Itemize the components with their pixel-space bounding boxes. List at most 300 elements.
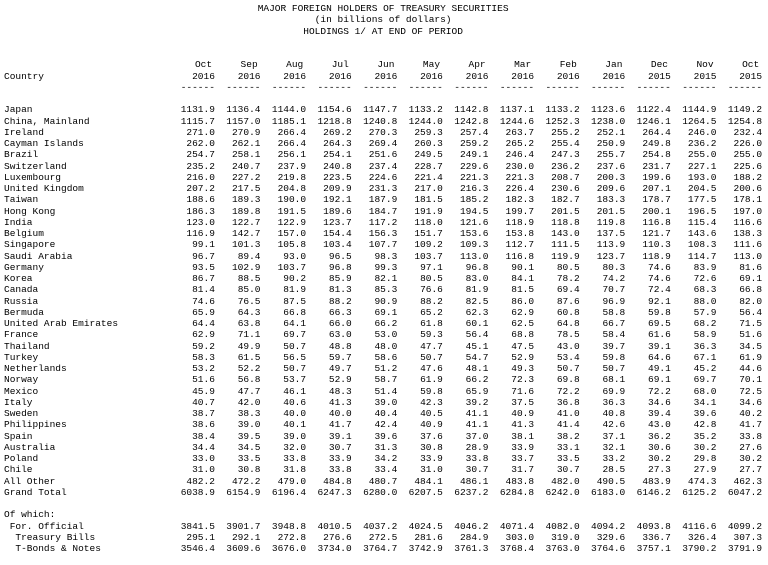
country-name: China, Mainland xyxy=(4,115,90,127)
value-cell: 6280.0 xyxy=(363,486,398,498)
value-cell: 33.8 xyxy=(283,453,307,464)
column-underline: ------ xyxy=(226,81,261,93)
value-cell: 83.0 xyxy=(465,273,489,284)
value-cell: 1246.1 xyxy=(636,115,671,127)
value-cell: 237.4 xyxy=(368,160,398,172)
value-cell: 255.0 xyxy=(733,149,763,161)
value-cell: 200.1 xyxy=(642,205,671,217)
value-cell: 30.7 xyxy=(465,464,489,476)
value-cell: 255.4 xyxy=(551,138,580,149)
value-cell: 183.3 xyxy=(596,194,626,206)
country-row xyxy=(4,374,762,385)
value-cell: 34.5 xyxy=(237,441,261,453)
value-cell: 1238.0 xyxy=(591,115,626,127)
value-cell: 36.3 xyxy=(602,396,626,408)
value-cell: 81.3 xyxy=(328,284,352,296)
value-cell: 181.5 xyxy=(414,194,443,206)
value-cell: 236.2 xyxy=(687,138,717,149)
value-cell: 154.4 xyxy=(323,228,352,239)
blank-line xyxy=(4,93,762,104)
value-cell: 39.1 xyxy=(648,340,671,352)
value-cell: 32.1 xyxy=(602,441,626,453)
value-cell: 40.9 xyxy=(420,419,443,431)
value-cell: 50.7 xyxy=(283,340,307,352)
value-cell: 184.7 xyxy=(368,205,398,217)
value-cell: 33.2 xyxy=(602,453,626,464)
value-cell: 69.5 xyxy=(648,318,671,329)
country-row xyxy=(4,149,762,160)
value-cell: 60.8 xyxy=(556,306,580,318)
value-cell: 28.9 xyxy=(465,441,489,453)
value-cell: 227.2 xyxy=(231,171,261,183)
value-cell: 39.7 xyxy=(602,340,626,352)
value-cell: 70.7 xyxy=(602,284,626,296)
value-cell: 58.4 xyxy=(602,329,626,341)
value-cell: 178.1 xyxy=(733,194,763,206)
value-cell: 237.6 xyxy=(596,160,626,172)
value-cell: 1133.2 xyxy=(545,104,580,116)
value-cell: 66.8 xyxy=(739,284,763,296)
value-cell: 50.7 xyxy=(283,363,307,374)
value-cell: 118.0 xyxy=(414,216,443,228)
value-cell: 33.1 xyxy=(556,441,580,453)
value-cell: 3764.7 xyxy=(363,543,398,554)
country-row xyxy=(4,127,762,138)
value-cell: 190.0 xyxy=(277,194,307,206)
country-row xyxy=(4,138,762,149)
column-year-label: 2016 xyxy=(556,70,580,82)
value-cell: 259.3 xyxy=(414,126,443,138)
value-cell: 66.2 xyxy=(465,374,489,386)
value-cell: 42.6 xyxy=(602,419,626,431)
value-cell: 30.2 xyxy=(693,441,717,453)
column-month-label: Mar xyxy=(514,59,532,71)
value-cell: 81.5 xyxy=(511,284,535,296)
value-cell: 61.5 xyxy=(237,351,261,363)
value-cell: 46.1 xyxy=(283,385,307,397)
country-row xyxy=(4,386,762,397)
value-cell: 30.2 xyxy=(648,453,671,464)
value-cell: 204.8 xyxy=(277,183,307,194)
country-row xyxy=(4,273,762,284)
report-period-note: HOLDINGS 1/ AT END OF PERIOD xyxy=(303,25,463,37)
value-cell: 113.9 xyxy=(596,239,626,251)
value-cell: 6196.4 xyxy=(271,486,307,498)
country-name: Norway xyxy=(4,374,39,386)
of-which-row-label: Treasury Bills xyxy=(15,531,96,543)
value-cell: 38.7 xyxy=(192,408,215,419)
value-cell: 97.1 xyxy=(420,261,443,273)
country-name: Australia xyxy=(4,441,56,453)
country-name: France xyxy=(4,329,39,341)
column-year-label: 2016 xyxy=(328,70,352,82)
value-cell: 4037.2 xyxy=(363,520,398,532)
value-cell: 3609.6 xyxy=(226,543,261,554)
value-cell: 99.3 xyxy=(374,261,398,273)
value-cell: 276.6 xyxy=(323,531,352,543)
country-name: Saudi Arabia xyxy=(4,250,73,262)
value-cell: 52.9 xyxy=(511,351,535,363)
value-cell: 1264.5 xyxy=(682,115,717,127)
value-cell: 252.1 xyxy=(596,126,626,138)
value-cell: 39.2 xyxy=(465,396,489,408)
value-cell: 240.8 xyxy=(323,160,352,172)
value-cell: 1122.4 xyxy=(636,104,671,116)
country-name: Taiwan xyxy=(4,194,39,206)
value-cell: 269.4 xyxy=(368,138,398,149)
value-cell: 70.1 xyxy=(739,374,763,386)
value-cell: 34.2 xyxy=(374,453,398,464)
value-cell: 58.7 xyxy=(374,374,398,386)
country-name: Thailand xyxy=(4,340,50,352)
value-cell: 112.7 xyxy=(505,239,535,251)
value-cell: 41.7 xyxy=(328,419,352,431)
country-name: Hong Kong xyxy=(4,205,56,217)
value-cell: 47.5 xyxy=(511,340,535,352)
of-which-row-label: T-Bonds & Notes xyxy=(15,543,101,554)
of-which-row xyxy=(4,543,762,554)
value-cell: 230.0 xyxy=(505,160,535,172)
value-cell: 111.6 xyxy=(733,239,763,251)
value-cell: 237.9 xyxy=(277,160,307,172)
value-cell: 61.9 xyxy=(420,374,443,386)
value-cell: 191.5 xyxy=(277,205,307,217)
column-underline: ------ xyxy=(363,81,398,93)
value-cell: 1244.6 xyxy=(499,115,535,127)
value-cell: 48.3 xyxy=(328,385,352,397)
value-cell: 40.7 xyxy=(192,396,215,408)
value-cell: 56.4 xyxy=(465,329,489,341)
country-name: Belgium xyxy=(4,228,44,239)
report-units: (in billions of dollars) xyxy=(314,14,452,26)
value-cell: 51.6 xyxy=(192,374,215,386)
value-cell: 62.9 xyxy=(192,329,215,341)
value-cell: 199.6 xyxy=(642,171,671,183)
units-line xyxy=(4,14,762,25)
of-which-row xyxy=(4,521,762,532)
country-row xyxy=(4,206,762,217)
value-cell: 65.9 xyxy=(192,306,215,318)
value-cell: 40.0 xyxy=(283,408,307,419)
value-cell: 31.0 xyxy=(192,464,215,476)
value-cell: 48.1 xyxy=(465,363,489,374)
all-other-label: All Other xyxy=(4,475,56,487)
value-cell: 69.7 xyxy=(693,374,717,386)
value-cell: 59.8 xyxy=(648,306,671,318)
value-cell: 81.6 xyxy=(739,261,763,273)
value-cell: 71.6 xyxy=(511,385,535,397)
value-cell: 39.4 xyxy=(648,408,671,419)
value-cell: 27.7 xyxy=(739,464,763,476)
value-cell: 4093.8 xyxy=(636,520,671,532)
value-cell: 50.7 xyxy=(556,363,580,374)
value-cell: 85.0 xyxy=(237,284,261,296)
value-cell: 116.8 xyxy=(642,216,671,228)
country-name: Netherlands xyxy=(4,363,67,374)
value-cell: 37.5 xyxy=(511,396,535,408)
value-cell: 260.3 xyxy=(414,138,443,149)
value-cell: 281.6 xyxy=(414,531,443,543)
value-cell: 66.7 xyxy=(602,318,626,329)
value-cell: 69.7 xyxy=(283,329,307,341)
value-cell: 116.9 xyxy=(186,228,215,239)
value-cell: 33.8 xyxy=(465,453,489,464)
column-year-label: 2016 xyxy=(511,70,535,82)
country-name: Turkey xyxy=(4,351,39,363)
country-row xyxy=(4,251,762,262)
country-row xyxy=(4,172,762,183)
column-year-label: 2015 xyxy=(648,70,671,82)
value-cell: 81.4 xyxy=(192,284,215,296)
country-row xyxy=(4,284,762,295)
value-cell: 74.6 xyxy=(192,295,215,307)
country-name: Ireland xyxy=(4,126,44,138)
value-cell: 40.5 xyxy=(420,408,443,419)
column-underline: ------ xyxy=(408,81,443,93)
value-cell: 38.2 xyxy=(556,430,580,442)
country-name: Korea xyxy=(4,273,33,284)
value-cell: 63.8 xyxy=(237,318,261,329)
column-month-label: Jul xyxy=(331,59,349,71)
value-cell: 33.5 xyxy=(556,453,580,464)
value-cell: 86.0 xyxy=(511,295,535,307)
value-cell: 255.7 xyxy=(596,149,626,161)
value-cell: 221.3 xyxy=(459,171,489,183)
value-cell: 81.9 xyxy=(465,284,489,296)
value-cell: 50.7 xyxy=(602,363,626,374)
country-row xyxy=(4,464,762,475)
value-cell: 88.2 xyxy=(328,295,352,307)
value-cell: 64.4 xyxy=(192,318,215,329)
value-cell: 34.4 xyxy=(192,441,215,453)
value-cell: 224.6 xyxy=(368,171,398,183)
value-cell: 216.0 xyxy=(186,171,215,183)
column-month-label: Aug xyxy=(286,59,304,71)
value-cell: 33.9 xyxy=(328,453,352,464)
value-cell: 39.0 xyxy=(374,396,398,408)
summary-rows xyxy=(4,476,762,499)
value-cell: 307.3 xyxy=(733,531,763,543)
value-cell: 56.4 xyxy=(739,306,763,318)
of-which-line xyxy=(4,509,762,520)
value-cell: 37.1 xyxy=(602,430,626,442)
value-cell: 69.1 xyxy=(648,374,671,386)
value-cell: 4010.5 xyxy=(317,520,352,532)
value-cell: 105.8 xyxy=(277,239,307,251)
country-row xyxy=(4,239,762,250)
value-cell: 80.5 xyxy=(420,273,443,284)
value-cell: 254.7 xyxy=(186,149,215,161)
value-cell: 49.7 xyxy=(328,363,352,374)
value-cell: 96.5 xyxy=(328,250,352,262)
value-cell: 49.9 xyxy=(237,340,261,352)
value-cell: 189.3 xyxy=(231,194,261,206)
period-note-line xyxy=(4,26,762,37)
value-cell: 42.4 xyxy=(374,419,398,431)
value-cell: 1142.8 xyxy=(454,104,489,116)
value-cell: 6247.3 xyxy=(317,486,352,498)
column-year-label: 2016 xyxy=(374,70,398,82)
value-cell: 40.4 xyxy=(374,408,398,419)
value-cell: 6047.2 xyxy=(727,486,763,498)
value-cell: 231.7 xyxy=(642,160,671,172)
column-month-label: Jun xyxy=(377,59,395,71)
value-cell: 484.8 xyxy=(323,475,352,487)
country-rows xyxy=(4,104,762,475)
value-cell: 4071.4 xyxy=(499,520,535,532)
value-cell: 52.9 xyxy=(328,374,352,386)
value-cell: 303.0 xyxy=(505,531,535,543)
value-cell: 1154.6 xyxy=(317,104,352,116)
value-cell: 255.2 xyxy=(551,126,580,138)
value-cell: 66.3 xyxy=(328,306,352,318)
value-cell: 58.6 xyxy=(374,351,398,363)
value-cell: 93.5 xyxy=(192,261,215,273)
value-cell: 264.3 xyxy=(323,138,352,149)
value-cell: 201.5 xyxy=(551,205,580,217)
value-cell: 263.7 xyxy=(505,126,535,138)
country-row xyxy=(4,352,762,363)
value-cell: 90.2 xyxy=(283,273,307,284)
country-row xyxy=(4,431,762,442)
value-cell: 480.7 xyxy=(368,475,398,487)
of-which-row-label: For. Official xyxy=(9,520,84,532)
value-cell: 62.3 xyxy=(465,306,489,318)
column-year-label: 2016 xyxy=(602,70,626,82)
value-cell: 33.9 xyxy=(511,441,535,453)
value-cell: 64.1 xyxy=(283,318,307,329)
value-cell: 44.6 xyxy=(739,363,763,374)
country-row xyxy=(4,397,762,408)
value-cell: 270.9 xyxy=(231,126,261,138)
country-row xyxy=(4,341,762,352)
column-underline: ------ xyxy=(271,81,307,93)
value-cell: 6284.8 xyxy=(499,486,535,498)
value-cell: 41.1 xyxy=(465,419,489,431)
value-cell: 3841.5 xyxy=(180,520,215,532)
value-cell: 3757.1 xyxy=(636,543,671,554)
grand-total-row xyxy=(4,487,762,498)
value-cell: 153.8 xyxy=(505,228,535,239)
column-month-label: Oct xyxy=(194,59,213,71)
value-cell: 319.0 xyxy=(551,531,580,543)
value-cell: 247.3 xyxy=(551,149,580,161)
value-cell: 83.9 xyxy=(693,261,717,273)
value-cell: 60.1 xyxy=(465,318,489,329)
value-cell: 208.7 xyxy=(551,171,580,183)
value-cell: 483.9 xyxy=(642,475,671,487)
value-cell: 72.2 xyxy=(556,385,580,397)
value-cell: 54.7 xyxy=(465,351,489,363)
value-cell: 92.1 xyxy=(648,295,671,307)
value-cell: 486.1 xyxy=(459,475,489,487)
value-cell: 47.6 xyxy=(420,363,443,374)
value-cell: 490.5 xyxy=(596,475,626,487)
value-cell: 3790.2 xyxy=(682,543,717,554)
value-cell: 41.7 xyxy=(739,419,763,431)
value-cell: 266.4 xyxy=(277,138,307,149)
column-month-label: Apr xyxy=(468,59,486,71)
value-cell: 27.9 xyxy=(693,464,717,476)
value-cell: 27.6 xyxy=(739,441,763,453)
value-cell: 96.7 xyxy=(192,250,215,262)
value-cell: 257.4 xyxy=(459,126,489,138)
value-cell: 1242.8 xyxy=(454,115,489,127)
value-cell: 30.7 xyxy=(328,441,352,453)
value-cell: 1144.9 xyxy=(682,104,717,116)
value-cell: 47.7 xyxy=(420,340,443,352)
value-cell: 266.4 xyxy=(277,126,307,138)
value-cell: 72.4 xyxy=(648,284,671,296)
value-cell: 143.6 xyxy=(687,228,717,239)
country-row xyxy=(4,194,762,205)
value-cell: 53.4 xyxy=(556,351,580,363)
country-name: Cayman Islands xyxy=(4,138,84,149)
value-cell: 59.8 xyxy=(602,351,626,363)
column-underline: ------ xyxy=(317,81,352,93)
value-cell: 84.1 xyxy=(511,273,535,284)
value-cell: 258.1 xyxy=(231,149,261,161)
country-name: Germany xyxy=(4,261,44,273)
value-cell: 217.0 xyxy=(414,183,443,194)
value-cell: 6146.2 xyxy=(636,486,671,498)
value-cell: 68.2 xyxy=(693,318,717,329)
country-row xyxy=(4,262,762,273)
value-cell: 58.3 xyxy=(192,351,215,363)
country-name: Switzerland xyxy=(4,160,67,172)
value-cell: 41.3 xyxy=(328,396,352,408)
value-cell: 221.3 xyxy=(505,171,535,183)
value-cell: 31.0 xyxy=(420,464,443,476)
value-cell: 38.6 xyxy=(192,419,215,431)
value-cell: 51.4 xyxy=(374,385,398,397)
value-cell: 68.8 xyxy=(511,329,535,341)
value-cell: 3676.0 xyxy=(271,543,307,554)
value-cell: 93.0 xyxy=(283,250,307,262)
value-cell: 52.2 xyxy=(237,363,261,374)
value-cell: 1244.0 xyxy=(408,115,443,127)
value-cell: 31.7 xyxy=(511,464,535,476)
value-cell: 69.1 xyxy=(739,273,763,284)
value-cell: 188.2 xyxy=(733,171,763,183)
value-cell: 3546.4 xyxy=(180,543,215,554)
column-month-header-line xyxy=(4,59,762,70)
value-cell: 59.2 xyxy=(192,340,215,352)
value-cell: 229.6 xyxy=(459,160,489,172)
value-cell: 4046.2 xyxy=(454,520,489,532)
value-cell: 201.5 xyxy=(596,205,626,217)
value-cell: 188.6 xyxy=(186,194,215,206)
value-cell: 482.2 xyxy=(186,475,215,487)
value-cell: 259.2 xyxy=(459,138,489,149)
value-cell: 200.6 xyxy=(733,183,763,194)
value-cell: 3948.8 xyxy=(271,520,307,532)
value-cell: 292.1 xyxy=(231,531,261,543)
value-cell: 3791.9 xyxy=(727,543,763,554)
country-row xyxy=(4,442,762,453)
country-column-header: Country xyxy=(4,70,44,82)
value-cell: 45.1 xyxy=(465,340,489,352)
value-cell: 329.6 xyxy=(596,531,626,543)
column-month-label: Sep xyxy=(240,59,258,71)
value-cell: 118.9 xyxy=(505,216,535,228)
value-cell: 33.5 xyxy=(237,453,261,464)
value-cell: 33.4 xyxy=(374,464,398,476)
country-row xyxy=(4,307,762,318)
grand-total-label: Grand Total xyxy=(4,486,67,498)
value-cell: 40.2 xyxy=(739,408,763,419)
value-cell: 42.0 xyxy=(237,396,261,408)
